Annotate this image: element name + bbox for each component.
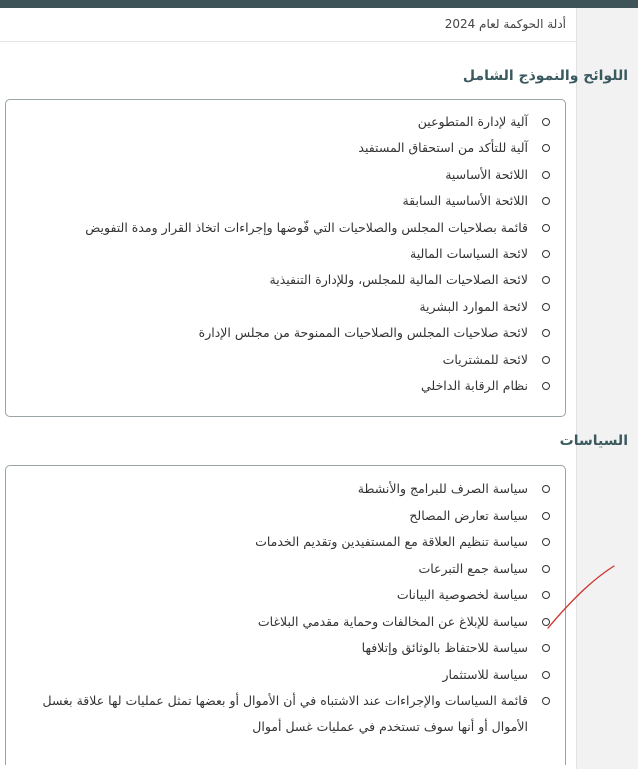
list-item[interactable]: سياسة للإبلاغ عن المخالفات وحماية مقدمي البلاغات xyxy=(16,609,550,636)
list-item[interactable]: نظام الرقابة الداخلي xyxy=(16,373,550,399)
bullet-icon xyxy=(542,565,550,573)
bullet-icon xyxy=(542,224,550,232)
side-panel xyxy=(576,8,638,769)
list-item[interactable]: سياسة الصرف للبرامج والأنشطة xyxy=(16,476,550,503)
bullet-icon xyxy=(542,671,550,679)
bullet-icon xyxy=(542,303,550,311)
list-item[interactable]: لائحة الموارد البشرية xyxy=(16,294,550,320)
bullet-icon xyxy=(542,512,550,520)
list-item[interactable]: لائحة للمشتريات xyxy=(16,347,550,373)
list-item[interactable]: سياسة للاستثمار xyxy=(16,662,550,689)
list-item[interactable]: لائحة الصلاحيات المالية للمجلس، وللإدارة التنفيذية xyxy=(16,267,550,293)
bullet-icon xyxy=(542,118,550,126)
section-title-regulations: اللوائح والنموذج الشامل xyxy=(462,68,628,84)
list-item[interactable]: سياسة للاحتفاظ بالوثائق وإتلافها xyxy=(16,635,550,662)
list-item[interactable]: سياسة تنظيم العلاقة مع المستفيدين وتقديم الخدمات xyxy=(16,529,550,556)
policies-list xyxy=(16,476,550,740)
list-item[interactable]: سياسة تعارض المصالح xyxy=(16,503,550,530)
list-item[interactable]: قائمة بصلاحيات المجلس والصلاحيات التي فّوضها وإجراءات اتخاذ القرار ومدة التفويض xyxy=(16,215,550,241)
breadcrumb[interactable]: أدلة الحوكمة لعام 2024 xyxy=(444,17,566,31)
breadcrumb-bar xyxy=(0,8,576,42)
list-item[interactable]: آلية للتأكد من استحقاق المستفيد xyxy=(16,135,550,161)
bullet-icon xyxy=(542,591,550,599)
regulations-list xyxy=(16,109,550,399)
bullet-icon xyxy=(542,485,550,493)
regulations-box xyxy=(5,99,566,417)
list-item[interactable]: لائحة صلاحيات المجلس والصلاحيات الممنوحة من مجلس الإدارة xyxy=(16,320,550,346)
list-item[interactable]: آلية لإدارة المتطوعين xyxy=(16,109,550,135)
top-bar xyxy=(0,0,638,8)
list-item[interactable]: قائمة السياسات والإجراءات عند الاشتباه في أن الأموال أو بعضها تمثل عمليات لها علاقة بغسل الأموال أو أنها سوف تستخدم في عمليات غسل أموال xyxy=(16,688,550,740)
list-item[interactable]: اللائحة الأساسية xyxy=(16,162,550,188)
bullet-icon xyxy=(542,618,550,626)
list-item[interactable]: سياسة لخصوصية البيانات xyxy=(16,582,550,609)
bullet-icon xyxy=(542,144,550,152)
bullet-icon xyxy=(542,171,550,179)
bullet-icon xyxy=(542,697,550,705)
list-item[interactable]: سياسة جمع التبرعات xyxy=(16,556,550,583)
bullet-icon xyxy=(542,329,550,337)
bullet-icon xyxy=(542,538,550,546)
bullet-icon xyxy=(542,644,550,652)
section-title-policies: السياسات xyxy=(559,433,628,449)
bullet-icon xyxy=(542,276,550,284)
bullet-icon xyxy=(542,356,550,364)
list-item[interactable]: لائحة السياسات المالية xyxy=(16,241,550,267)
bullet-icon xyxy=(542,382,550,390)
policies-box xyxy=(5,465,566,765)
bullet-icon xyxy=(542,197,550,205)
bullet-icon xyxy=(542,250,550,258)
list-item[interactable]: اللائحة الأساسية السابقة xyxy=(16,188,550,214)
